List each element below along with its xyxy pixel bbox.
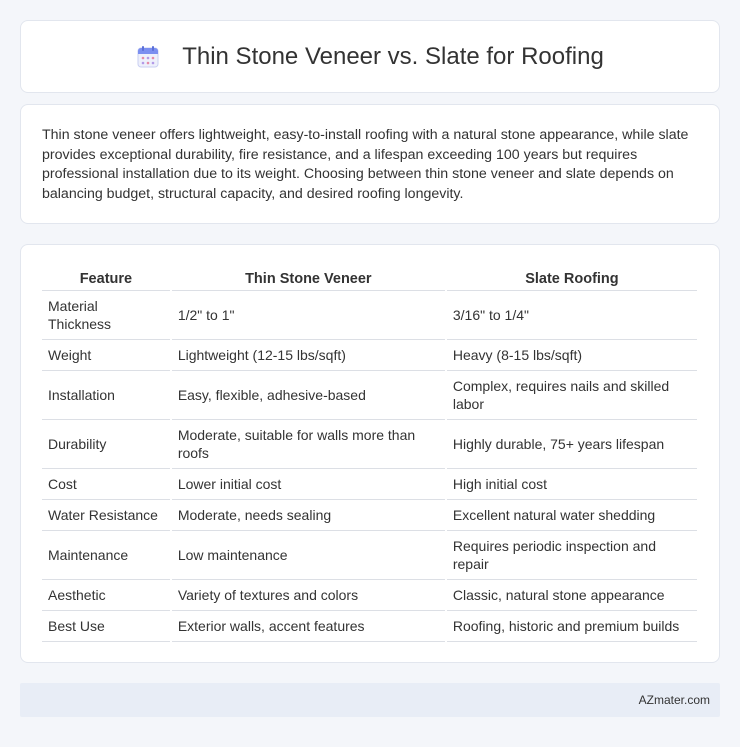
- veneer-cell: Variety of textures and colors: [172, 580, 445, 611]
- slate-cell: Excellent natural water shedding: [447, 500, 697, 531]
- table-row: [42, 531, 697, 580]
- veneer-cell: Exterior walls, accent features: [172, 611, 445, 642]
- title-card: [20, 20, 720, 93]
- slate-cell: High initial cost: [447, 469, 697, 500]
- table-row: [42, 291, 697, 340]
- slate-cell: Heavy (8-15 lbs/sqft): [447, 340, 697, 371]
- table-row: [42, 420, 697, 469]
- page-title: Thin Stone Veneer vs. Slate for Roofing: [182, 42, 604, 70]
- feature-cell: Best Use: [42, 611, 170, 642]
- header-thin-stone-veneer: Thin Stone Veneer: [172, 265, 445, 291]
- feature-cell: Aesthetic: [42, 580, 170, 611]
- header-feature: Feature: [42, 265, 170, 291]
- veneer-cell: Lightweight (12-15 lbs/sqft): [172, 340, 445, 371]
- header-slate-roofing: Slate Roofing: [447, 265, 697, 291]
- comparison-table-card: [20, 244, 720, 663]
- feature-cell: Cost: [42, 469, 170, 500]
- slate-cell: Highly durable, 75+ years lifespan: [447, 420, 697, 469]
- footer-brand: AZmater.com: [638, 693, 710, 707]
- feature-cell: Water Resistance: [42, 500, 170, 531]
- feature-cell: Material Thickness: [42, 291, 170, 340]
- table-row: [42, 340, 697, 371]
- slate-cell: 3/16" to 1/4": [447, 291, 697, 340]
- feature-cell: Installation: [42, 371, 170, 420]
- table-row: [42, 580, 697, 611]
- table-row: [42, 611, 697, 642]
- slate-cell: Roofing, historic and premium builds: [447, 611, 697, 642]
- table-row: [42, 371, 697, 420]
- veneer-cell: 1/2" to 1": [172, 291, 445, 340]
- veneer-cell: Low maintenance: [172, 531, 445, 580]
- table-row: [42, 469, 697, 500]
- feature-cell: Weight: [42, 340, 170, 371]
- table-row: [42, 500, 697, 531]
- slate-cell: Requires periodic inspection and repair: [447, 531, 697, 580]
- veneer-cell: Moderate, suitable for walls more than roofs: [172, 420, 445, 469]
- table-header-row: [42, 265, 697, 291]
- feature-cell: Durability: [42, 420, 170, 469]
- comparison-table: [40, 265, 699, 642]
- veneer-cell: Moderate, needs sealing: [172, 500, 445, 531]
- calendar-icon: [136, 45, 160, 69]
- intro-card: [20, 104, 720, 224]
- veneer-cell: Lower initial cost: [172, 469, 445, 500]
- veneer-cell: Easy, flexible, adhesive-based: [172, 371, 445, 420]
- feature-cell: Maintenance: [42, 531, 170, 580]
- slate-cell: Classic, natural stone appearance: [447, 580, 697, 611]
- footer-bar: [20, 683, 720, 717]
- slate-cell: Complex, requires nails and skilled labor: [447, 371, 697, 420]
- intro-text: Thin stone veneer offers lightweight, easy-to-install roofing with a natural stone appearance, while slate provides exceptional durability, fire resistance, and a lifespan exceeding 100 years but requires professional installation due to its weight. Choosing between thin stone veneer and slate depends on balancing budget, structural capacity, and desired roofing longevity.: [42, 127, 689, 202]
